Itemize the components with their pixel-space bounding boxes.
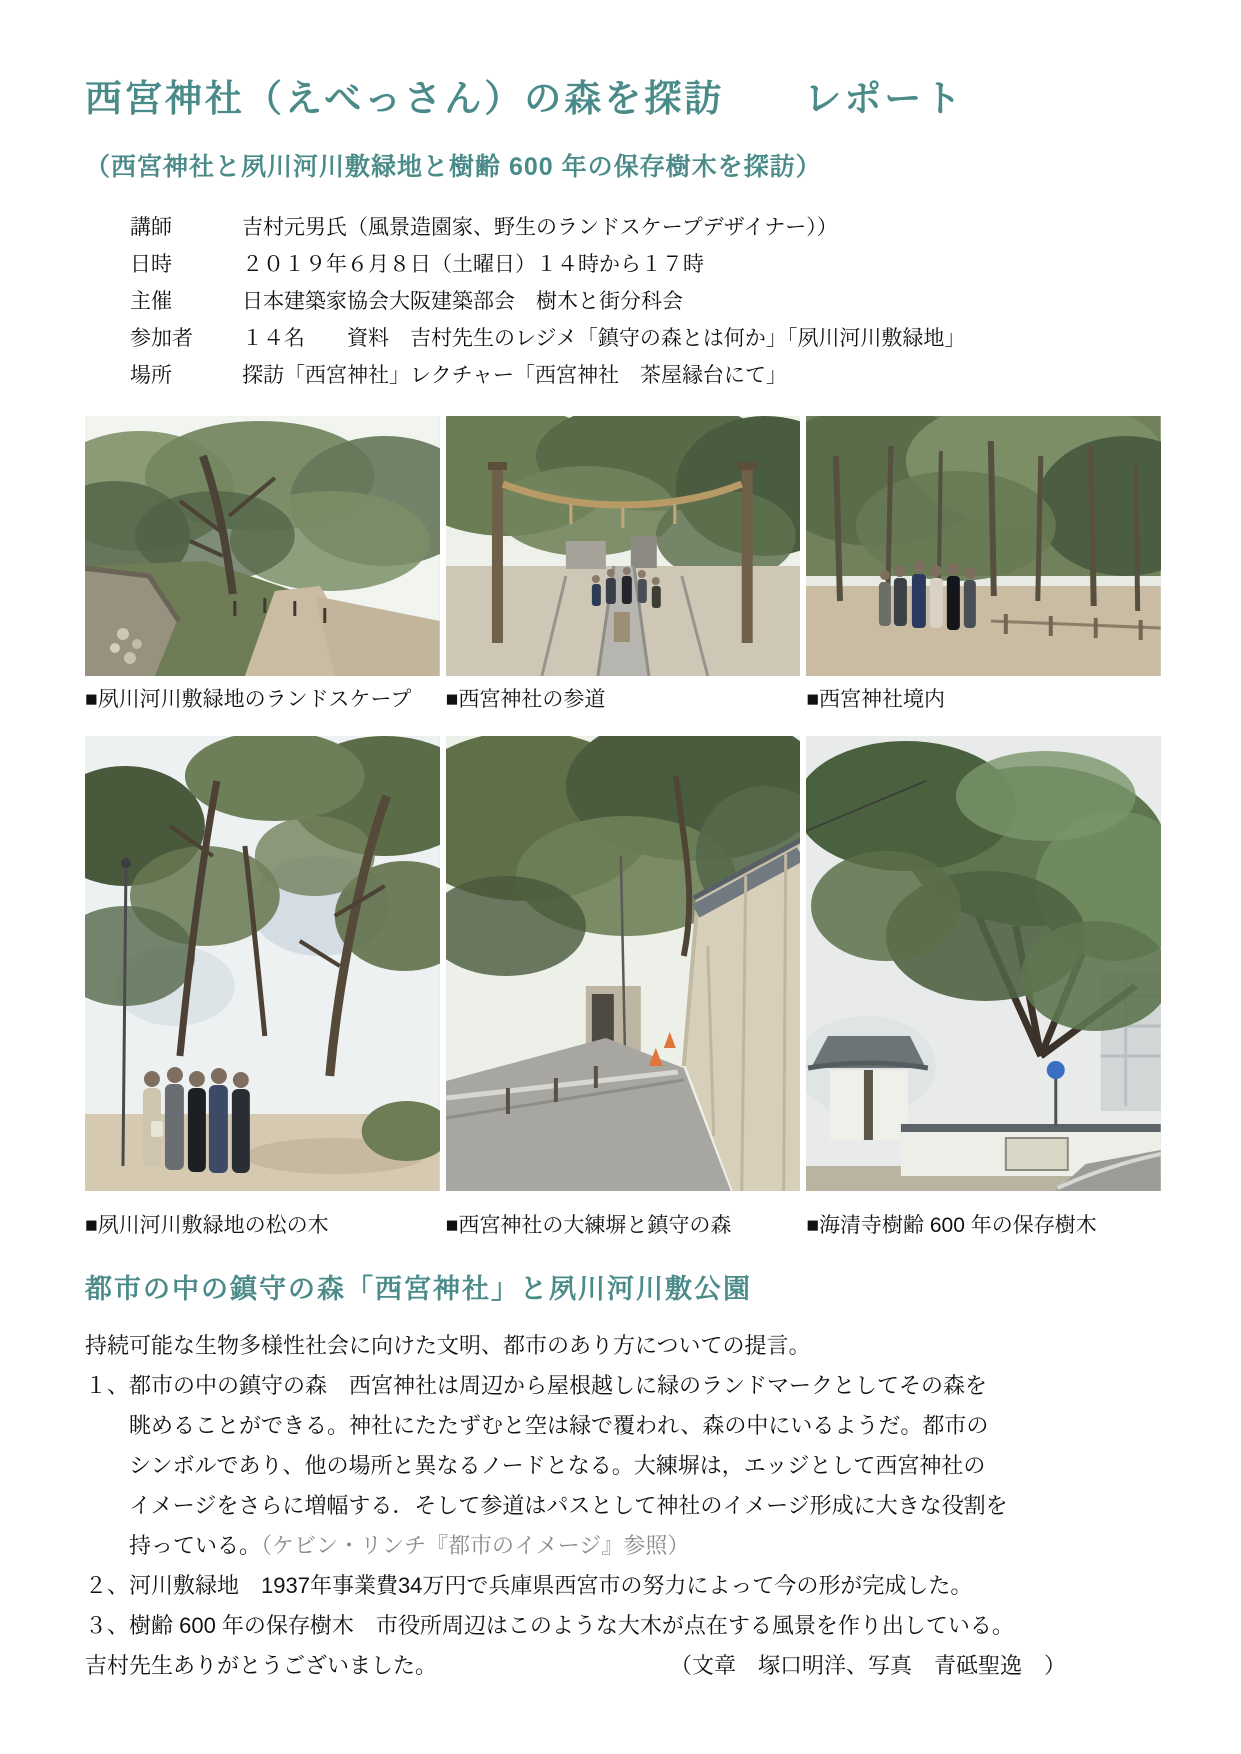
photo-shukugawa-riverside-landscape	[85, 416, 440, 676]
camphor-tree-illustration	[806, 736, 1161, 1191]
photo-row-2	[85, 736, 1161, 1191]
caption-grounds: ■西宮神社境内	[806, 687, 946, 711]
detail-value: １４名 資料 吉村先生のレジメ「鎮守の森とは何か」「夙川河川敷緑地」	[242, 326, 966, 350]
caption-row-1	[85, 685, 1161, 714]
event-details	[130, 209, 1161, 394]
detail-value: 吉村元男氏（風景造園家、野生のランドスケープデザイナー））	[242, 215, 838, 239]
detail-row-datetime	[130, 246, 1161, 283]
photo-row-1	[85, 416, 1161, 676]
pine-trees-illustration	[85, 736, 440, 1191]
detail-label: 場所	[130, 363, 172, 387]
photo-kaiseiji-600yr-preserved-tree	[806, 736, 1161, 1191]
detail-row-organizer	[130, 283, 1161, 320]
detail-label: 講師	[130, 215, 172, 239]
photo-shukugawa-pine-trees	[85, 736, 440, 1191]
detail-value: ２０１９年６月８日（土曜日）１４時から１７時	[242, 252, 704, 276]
detail-row-participants	[130, 320, 1161, 357]
caption-row-2	[85, 1211, 1161, 1240]
shrine-grounds-illustration	[806, 416, 1161, 676]
body-item1-line4: イメージをさらに増幅する．そして参道はパスとして神社のイメージ形成に大きな役割を	[129, 1492, 1008, 1518]
caption-oneribei-wall: ■西宮神社の大練塀と鎮守の森	[445, 1213, 732, 1237]
detail-label: 参加者	[130, 326, 193, 350]
body-item1-line5-text: 持っている。	[129, 1532, 262, 1558]
detail-value: 日本建築家協会大阪建築部会 樹木と街分科会	[242, 289, 683, 313]
shrine-approach-illustration	[446, 416, 801, 676]
body-item2: ２、河川敷緑地 1937年事業費34万円で兵庫県西宮市の努力によって今の形が完成した。	[85, 1572, 973, 1598]
photo-nishinomiya-shrine-approach	[446, 416, 801, 676]
caption-approach: ■西宮神社の参道	[445, 687, 606, 711]
closing-thanks: 吉村先生ありがとうございました。	[85, 1652, 438, 1678]
body-item1-line3: シンボルであり、他の場所と異なるノードとなる。大練塀は，エッジとして西宮神社の	[129, 1452, 986, 1478]
riverside-landscape-illustration	[85, 416, 440, 676]
body-item1-line5	[85, 1526, 1161, 1566]
body-item1-line2: 眺めることができる。神社にたたずむと空は緑で覆われ、森の中にいるようだ。都市の	[129, 1412, 989, 1438]
caption-pine-trees: ■夙川河川敷緑地の松の木	[85, 1213, 329, 1237]
body-closing	[85, 1646, 1161, 1686]
section-heading: 都市の中の鎮守の森「西宮神社」と夙川河川敷公園	[85, 1273, 752, 1304]
report-body	[85, 1326, 1161, 1686]
photo-nishinomiya-shrine-grounds	[806, 416, 1161, 676]
closing-credit: （文章 塚口明洋、写真 青砥聖逸 ）	[669, 1652, 1066, 1678]
detail-label: 日時	[130, 252, 172, 276]
body-item3: ３、樹齢 600 年の保存樹木 市役所周辺はこのような大木が点在する風景を作り出している。	[85, 1612, 1014, 1638]
oneribei-wall-illustration	[446, 736, 801, 1191]
body-item1-line1: １、都市の中の鎮守の森 西宮神社は周辺から屋根越しに緑のランドマークとしてその森を	[85, 1372, 988, 1398]
detail-value: 探訪「西宮神社」レクチャー「西宮神社 茶屋縁台にて」	[242, 363, 787, 387]
caption-preserved-tree: ■海清寺樹齢 600 年の保存樹木	[806, 1213, 1097, 1237]
caption-riverside: ■夙川河川敷緑地のランドスケープ	[85, 687, 412, 711]
page-subtitle: （西宮神社と夙川河川敷緑地と樹齢 600 年の保存樹木を探訪）	[85, 152, 822, 181]
detail-row-lecturer	[130, 209, 1161, 246]
body-item1-reference: （ケビン・リンチ『都市のイメージ』参照）	[261, 1532, 690, 1558]
page-title: 西宮神社（えべっさん）の森を探訪 レポート	[85, 78, 965, 119]
detail-label: 主催	[130, 289, 172, 313]
detail-row-location	[130, 357, 1161, 394]
body-intro: 持続可能な生物多様性社会に向けた文明、都市のあり方についての提言。	[85, 1332, 811, 1358]
photo-oneribei-wall-and-forest	[446, 736, 801, 1191]
